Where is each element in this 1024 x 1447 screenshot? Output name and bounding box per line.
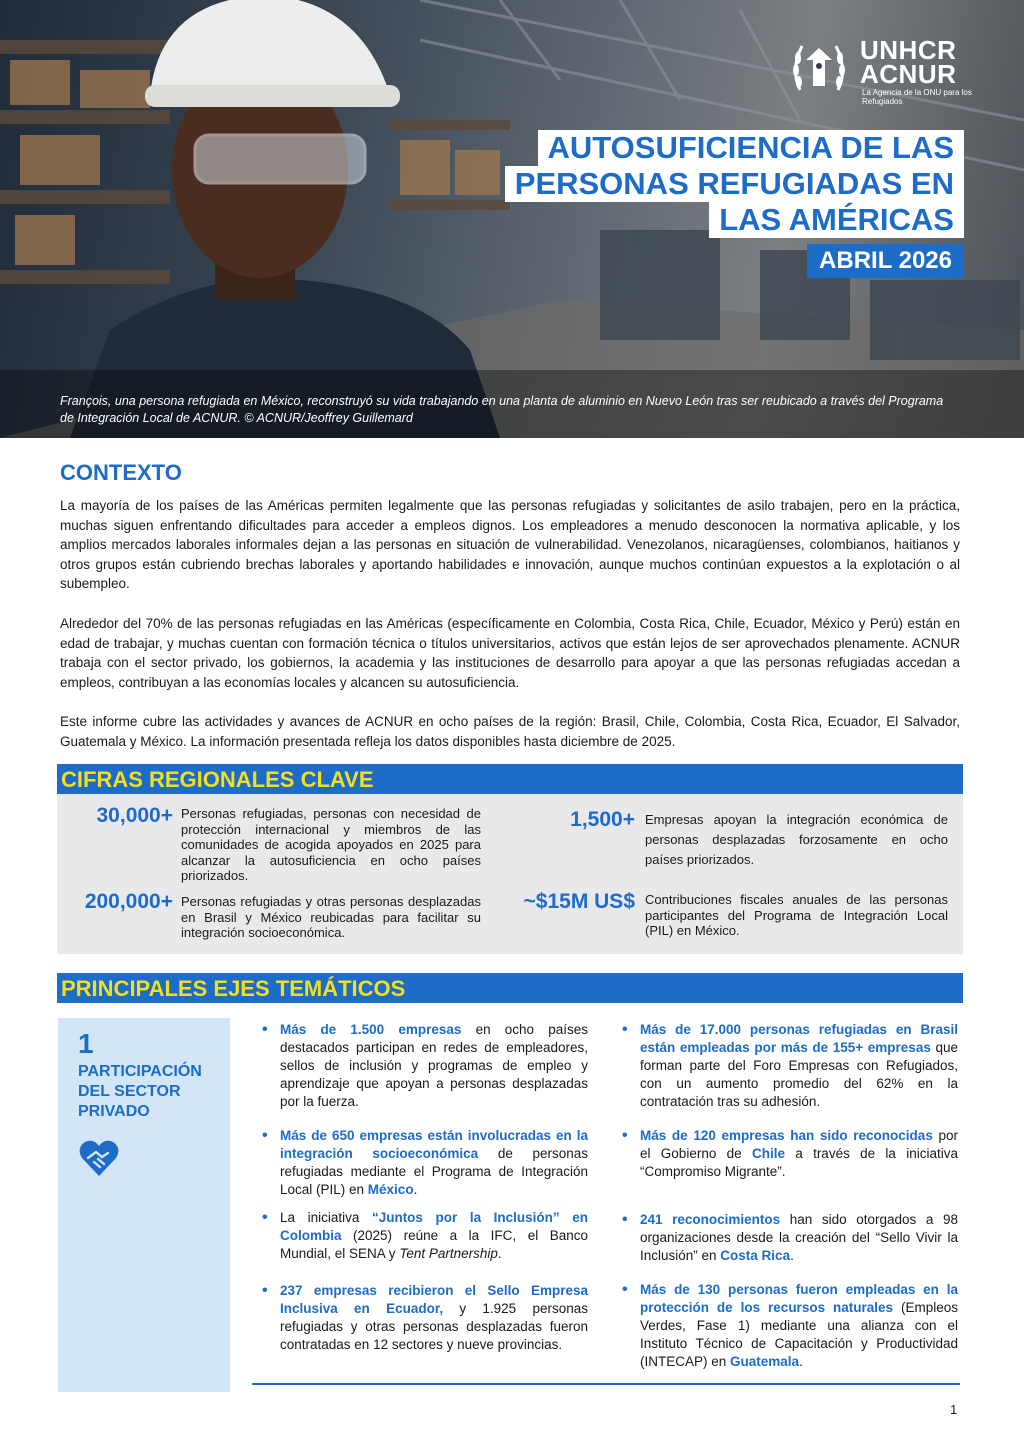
bullet-4-text: y 1.925 personas refugiadas y otras personas desplazadas fueron contratadas en 12 sectores y nueve provincias. <box>280 1301 588 1352</box>
bullet-3-text: (2025) reúne a la IFC, el Banco Mundial, el SENA y <box>280 1228 588 1261</box>
context-paragraph-1: La mayoría de los países de las Américas permiten legalmente que las personas refugiadas y solicitantes de asilo trabajen, pero en la práctica, muchas siguen enfrentando dificultades para acceder a empleos dignos. Los empleadores a menudo desconocen la normativa aplicable, y los amplios mercados laborales informales dejan a las personas en situación de vulnerabilidad. Venezolanos, nicaragüenses, colombianos, haitianos y otros grupos están cubriendo brechas laborales y aportando habilidades e innovación, aunque muchos continúan expuestos a la explotación o al subempleo. <box>60 498 960 591</box>
title-line-3: LAS AMÉRICAS <box>709 202 964 238</box>
report-date: ABRIL 2026 <box>807 244 964 278</box>
bullet-8-highlight: Más de 130 personas fueron empleadas en la protección de los recursos naturales <box>640 1282 958 1315</box>
figures-heading: CIFRAS REGIONALES CLAVE <box>61 767 374 792</box>
bullet-7-highlight: 241 reconocimientos <box>640 1212 781 1227</box>
title-line-2: PERSONAS REFUGIADAS EN <box>505 166 964 202</box>
theme-number: 1 <box>78 1028 94 1059</box>
figure-text-3: Empresas apoyan la integración económica de personas desplazadas forzosamente en ocho países priorizados. <box>645 812 948 867</box>
context-heading: CONTEXTO <box>60 460 182 485</box>
theme-1-panel <box>58 1018 230 1392</box>
bullet-8-end: . <box>799 1354 803 1369</box>
bullet-2-country: México <box>367 1182 414 1197</box>
figure-number-1: 30,000+ <box>96 804 173 827</box>
themes-heading-bar <box>57 973 963 1003</box>
figure-text-2: Personas refugiadas y otras personas desplazadas en Brasil y México reubicadas para facilitar su integración socioeconómica. <box>181 894 481 940</box>
bullet-5 <box>620 1021 958 1111</box>
logo-word-unhcr: UNHCR <box>860 35 957 65</box>
bullet-4 <box>260 1282 588 1354</box>
bullet-7-text: han sido otorgados a 98 organizaciones desde la creación del “Sello Vivir la Inclusión” en <box>640 1212 958 1263</box>
themes-heading: PRINCIPALES EJES TEMÁTICOS <box>61 976 406 1001</box>
bullet-6-highlight: Más de 120 empresas han sido reconocidas <box>640 1128 933 1143</box>
bullet-4-highlight: 237 empresas recibieron el Sello Empresa Inclusiva en Ecuador, <box>280 1283 588 1316</box>
page-number: 1 <box>950 1402 958 1417</box>
figure-number-3: 1,500+ <box>570 808 635 831</box>
bullet-2-end: . <box>413 1182 418 1197</box>
bullet-3-italic: Tent Partnership <box>399 1246 498 1261</box>
bullet-2-highlight: Más de 650 empresas están involucradas en la integración socioeconómica <box>280 1128 588 1161</box>
bullet-8-text: (Empleos Verdes, Fase 1) mediante una alianza con el Instituto Técnico de Capacitación y Productividad (INTECAP) en <box>640 1300 958 1369</box>
bullet-3-highlight: “Juntos por la Inclusión” en Colombia <box>280 1210 588 1243</box>
bullet-3 <box>260 1209 588 1263</box>
bullet-2 <box>260 1127 588 1199</box>
bullet-5-text: que forman parte del Foro Empresas con Refugiados, con un aumento promedio del 62% en la contratación tras su adhesión. <box>640 1040 959 1109</box>
bullet-1-highlight: Más de 1.500 empresas <box>280 1022 462 1037</box>
handshake-heart-icon <box>78 1138 120 1178</box>
logo-wordmark <box>860 35 957 89</box>
footer-divider <box>252 1383 960 1385</box>
key-figures-panel <box>57 794 963 954</box>
bullet-8-country: Guatemala <box>730 1354 800 1369</box>
bullet-1 <box>260 1021 588 1111</box>
bullet-7-end: . <box>790 1248 794 1263</box>
unhcr-emblem-icon <box>786 36 852 102</box>
title-line-1: AUTOSUFICIENCIA DE LAS <box>538 130 964 166</box>
context-paragraph-2: Alrededor del 70% de las personas refugiadas en las Américas (específicamente en Colombia, Costa Rica, Chile, Ecuador, México y Perú) están en edad de trabajar, y muchas cuentan con formación técnica o títulos universitarios, activos que están lejos de ser aprovechados plenamente. ACNUR trabaja con el sector privado, los gobiernos, la academia y las instituciones de desarrollo para apoyar a que las personas refugiadas accedan a empleos, contribuyan a las economías locales y alcancen su autosuficiencia. <box>60 616 960 690</box>
logo-tagline: La Agencia de la ONU para los Refugiados <box>862 88 972 106</box>
unhcr-logo <box>786 36 971 108</box>
figure-text-1: Personas refugiadas, personas con necesidad de protección internacional y miembros de las comunidades de acogida apoyados en 2025 para alcanzar la autosuficiencia en ocho países priorizados. <box>181 806 481 883</box>
bullet-6-text: por el Gobierno de <box>640 1128 958 1161</box>
bullet-2-text: de personas refugiadas mediante el Programa de Integración Local (PIL) en <box>280 1146 589 1197</box>
bullet-7-country: Costa Rica <box>720 1248 791 1263</box>
figure-number-4: ~$15M US$ <box>523 890 635 913</box>
bullet-3-prefix: La iniciativa <box>280 1210 372 1225</box>
bullet-6-end: a través de la iniciativa “Compromiso Migrante”. <box>640 1146 959 1179</box>
bullet-8 <box>620 1281 958 1371</box>
bullet-7 <box>620 1211 958 1265</box>
bullet-6 <box>620 1127 958 1181</box>
bullet-3-end: . <box>497 1246 502 1261</box>
figure-text-4: Contribuciones fiscales anuales de las personas participantes del Programa de Integración Local (PIL) en México. <box>645 892 948 938</box>
figures-heading-bar <box>57 764 963 794</box>
bullet-5-highlight: Más de 17.000 personas refugiadas en Brasil están empleadas por más de 155+ empresas <box>640 1022 958 1055</box>
logo-word-acnur: ACNUR <box>860 59 957 89</box>
context-paragraph-3: Este informe cubre las actividades y avances de ACNUR en ocho países de la región: Brasil, Chile, Colombia, Costa Rica, Ecuador, El Salvador, Guatemala y México. La información presentada refleja los datos disponibles hasta diciembre de 2025. <box>60 714 960 749</box>
photo-caption: François, una persona refugiada en México, reconstruyó su vida trabajando en una planta de aluminio en Nuevo León tras ser reubicado a través del Programa de Integración Local de ACNUR. © ACNUR/Jeoffrey Guillemard <box>60 394 944 425</box>
bullet-1-text: en ocho países destacados participan en redes de empleadores, sellos de inclusión y programas de empleo y aprendizaje que apoyan a personas desplazadas por la fuerza. <box>280 1022 588 1109</box>
hero-photo <box>0 0 1024 438</box>
bullet-6-country: Chile <box>751 1146 785 1161</box>
figure-number-2: 200,000+ <box>84 890 173 913</box>
theme-label: PARTICIPACIÓN DEL SECTOR PRIVADO <box>78 1063 202 1120</box>
